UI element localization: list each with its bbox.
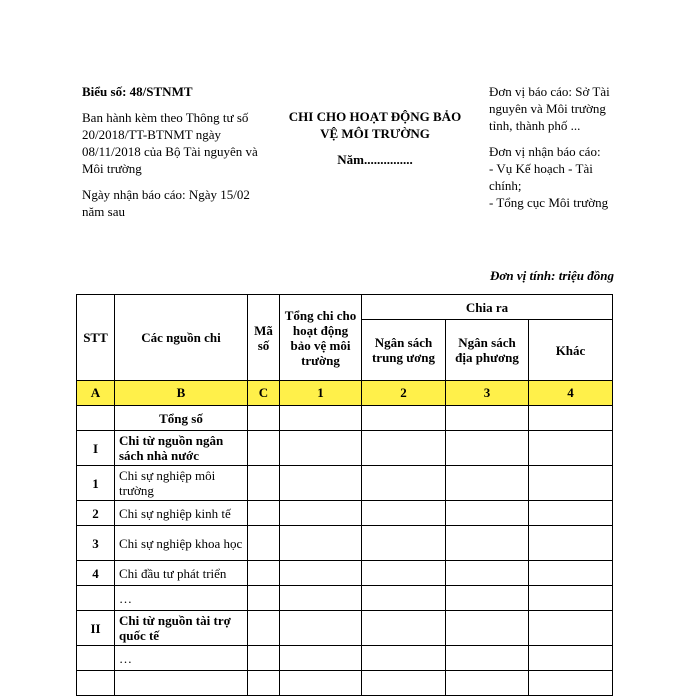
row-stt: 3 bbox=[77, 526, 115, 561]
row-stt bbox=[77, 586, 115, 611]
row-label: Chi từ nguồn tài trợ quốc tế bbox=[115, 611, 248, 646]
table-row bbox=[77, 406, 613, 431]
receiving-unit: Đơn vị nhận báo cáo: bbox=[489, 144, 601, 159]
reporting-unit: Đơn vị báo cáo: Sở Tài nguyên và Môi trường tỉnh, thành phố ... bbox=[489, 84, 610, 133]
header-left bbox=[82, 83, 262, 229]
row-stt: I bbox=[77, 431, 115, 466]
receive-date: Ngày nhận báo cáo: Ngày 15/02 năm sau bbox=[82, 187, 250, 219]
col-code: Mã số bbox=[248, 295, 280, 381]
report-title: CHI CHO HOẠT ĐỘNG BẢO VỆ MÔI TRƯỜNG bbox=[288, 109, 462, 141]
row-label: Chi sự nghiệp kinh tế bbox=[115, 501, 248, 526]
report-year: Năm............... bbox=[337, 152, 413, 167]
code-cell: C bbox=[248, 381, 280, 406]
row-stt: 1 bbox=[77, 466, 115, 501]
code-cell: 4 bbox=[529, 381, 613, 406]
row-label: Chi từ nguồn ngân sách nhà nước bbox=[115, 431, 248, 466]
table-row bbox=[77, 646, 613, 671]
row-label: Tổng số bbox=[115, 406, 248, 431]
header-right bbox=[489, 83, 614, 211]
expenditure-table bbox=[76, 294, 613, 696]
col-local: Ngân sách địa phương bbox=[446, 320, 529, 381]
code-cell: B bbox=[115, 381, 248, 406]
code-row bbox=[77, 381, 613, 406]
code-cell: 1 bbox=[280, 381, 362, 406]
table-row bbox=[77, 466, 613, 501]
row-stt: II bbox=[77, 611, 115, 646]
recipient-2: - Tổng cục Môi trường bbox=[489, 195, 609, 210]
col-stt: STT bbox=[77, 295, 115, 381]
row-label: … bbox=[115, 646, 248, 671]
row-label: Chi sự nghiệp khoa học bbox=[115, 526, 248, 561]
row-stt: 4 bbox=[77, 561, 115, 586]
issuance-note: Ban hành kèm theo Thông tư số 20/2018/TT-BTNMT ngày 08/11/2018 của Bộ Tài nguyên và Môi trường bbox=[82, 110, 258, 176]
code-cell: 2 bbox=[362, 381, 446, 406]
table-row bbox=[77, 671, 613, 696]
table-row bbox=[77, 586, 613, 611]
recipient-1: - Vụ Kế hoạch - Tài chính; bbox=[489, 161, 593, 193]
row-label: … bbox=[115, 586, 248, 611]
unit-note: Đơn vị tính: triệu đồng bbox=[490, 268, 615, 283]
row-label: Chi sự nghiệp môi trường bbox=[115, 466, 248, 501]
header-center bbox=[280, 108, 470, 177]
table-row bbox=[77, 501, 613, 526]
code-cell: 3 bbox=[446, 381, 529, 406]
row-stt bbox=[77, 406, 115, 431]
row-stt bbox=[77, 646, 115, 671]
col-central: Ngân sách trung ương bbox=[362, 320, 446, 381]
row-stt: 2 bbox=[77, 501, 115, 526]
table-row bbox=[77, 611, 613, 646]
col-total: Tổng chi cho hoạt động bảo vệ môi trường bbox=[280, 295, 362, 381]
form-number: Biểu số: 48/STNMT bbox=[82, 84, 193, 99]
col-source: Các nguồn chi bbox=[115, 295, 248, 381]
table-row bbox=[77, 561, 613, 586]
row-label: Chi đầu tư phát triển bbox=[115, 561, 248, 586]
table-row bbox=[77, 526, 613, 561]
col-other: Khác bbox=[529, 320, 613, 381]
code-cell: A bbox=[77, 381, 115, 406]
col-breakdown: Chia ra bbox=[362, 295, 613, 320]
table-row bbox=[77, 431, 613, 466]
